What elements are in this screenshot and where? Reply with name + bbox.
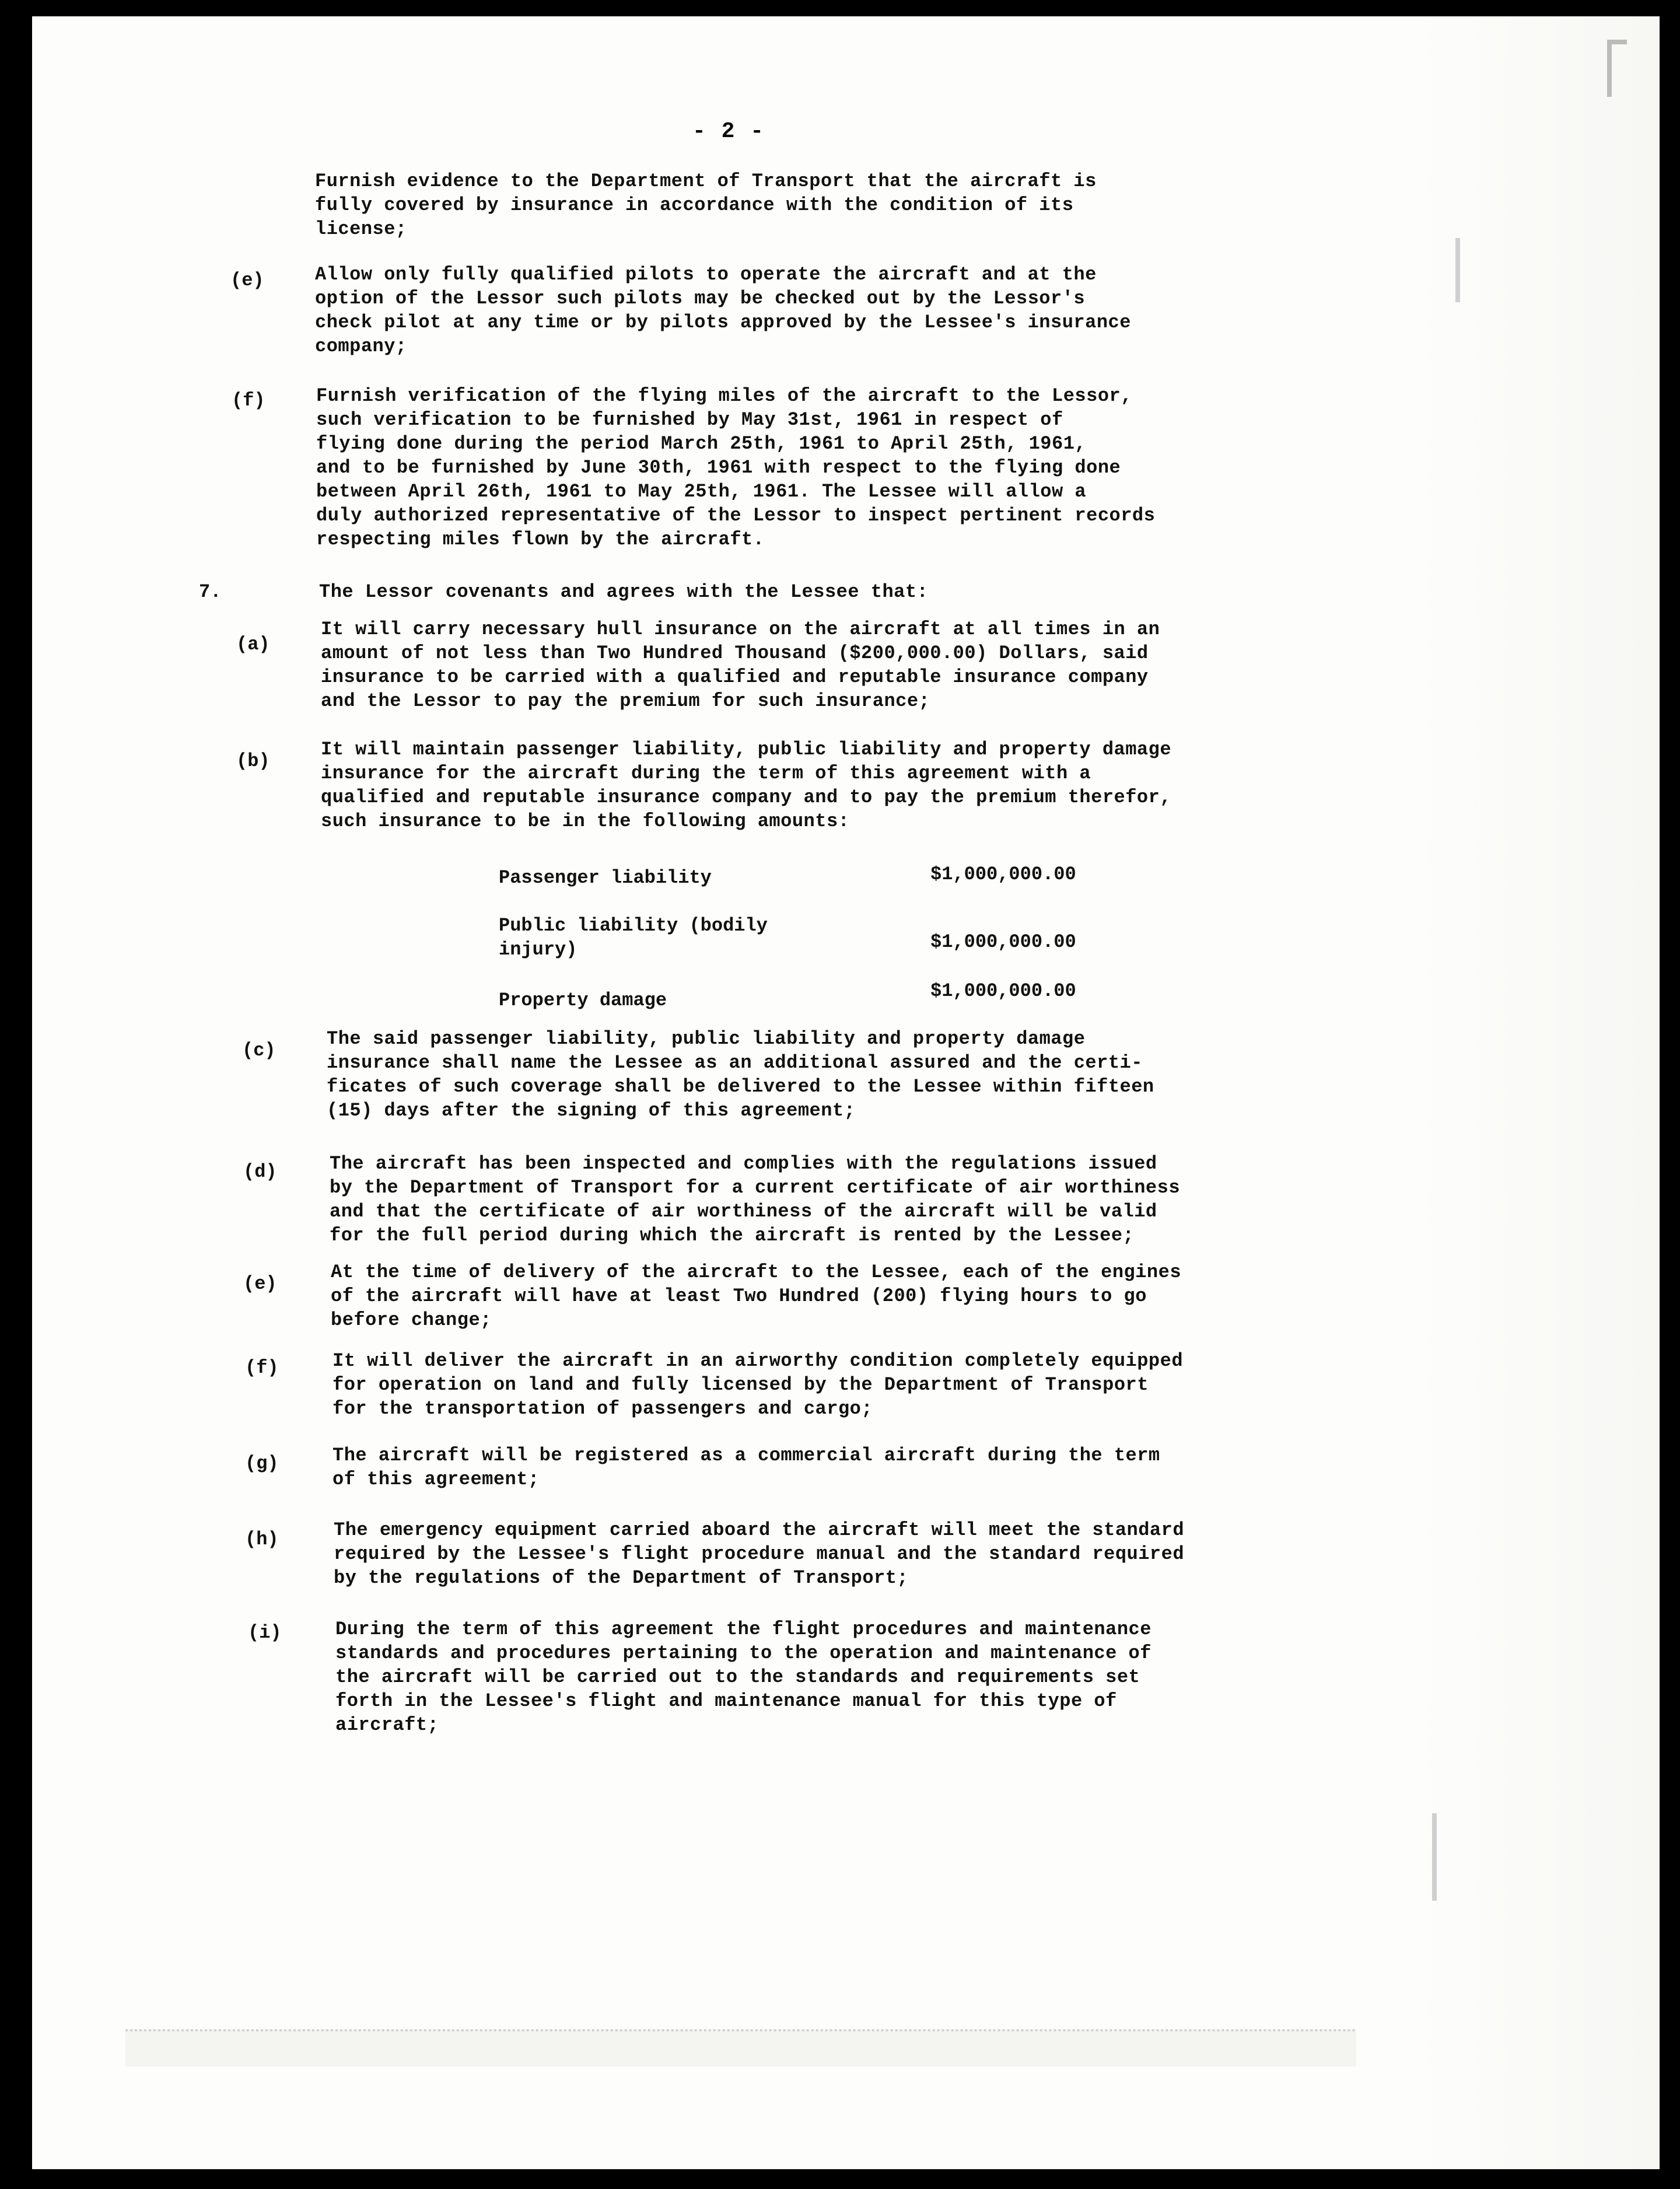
paragraph-liability-insurance: It will maintain passenger liability, public liability and property damage insurance for the aircraft during the term of this agreement with a qualified and reputable insurance company and to pay the premium therefor, such insurance to be in the following amounts: (321, 739, 1172, 832)
paragraph-certificates-coverage: The said passenger liability, public liability and property damage insurance shall name the Lessee as an additional assured and the certi- ficates of such coverage shall be delivered to the Lessee within fifteen (15) days after the signing of this agreement; (327, 1028, 1154, 1121)
margin-mark (1455, 238, 1460, 302)
paragraph-hull-insurance: It will carry necessary hull insurance on the aircraft at all times in an amount of not less than Two Hundred Thousand ($200,000.00) Dollars, said insurance to be carried with a qualified and reputable insurance company and the Lessor to pay the premium for such insurance; (321, 618, 1160, 712)
item-marker: (e) (243, 1273, 277, 1295)
paragraph-airworthy-delivery: It will deliver the aircraft in an airworthy condition completely equipped for operation on land and fully licensed by the Department of Transport for the transportation of passengers and cargo; (332, 1350, 1184, 1419)
item-marker: (g) (245, 1453, 279, 1474)
item-marker: (f) (232, 390, 265, 411)
item-marker: (i) (248, 1622, 282, 1644)
item-marker: (e) (230, 270, 264, 291)
item-marker: (b) (236, 750, 270, 772)
corner-bracket-mark (1607, 40, 1627, 97)
page-edge-shading (1415, 16, 1660, 2169)
section-7-heading: The Lessor covenants and agrees with the Lessee that: (319, 581, 929, 603)
paragraph-flight-procedures: During the term of this agreement the flight procedures and maintenance standards and procedures pertaining to the operation and maintenance of the aircraft will be carried out to the standards and requirements set forth in the Lessee's flight and maintenance manual for this type of aircraft; (335, 1618, 1152, 1736)
item-marker: (c) (242, 1040, 276, 1061)
paragraph-engine-hours: At the time of delivery of the aircraft to the Lessee, each of the engines of the aircraft will have at least Two Hundred (200) flying hours to go before change; (331, 1261, 1182, 1331)
item-marker: (d) (243, 1161, 277, 1183)
insurance-label: Passenger liability (499, 867, 712, 889)
insurance-label: Property damage (499, 989, 667, 1011)
section-number: 7. (199, 581, 222, 603)
document-page (32, 16, 1660, 2169)
insurance-amount: $1,000,000.00 (930, 863, 1076, 885)
paragraph-commercial-registration: The aircraft will be registered as a commercial aircraft during the term of this agreement; (332, 1445, 1160, 1490)
item-marker: (a) (236, 634, 270, 655)
paragraph-furnish-evidence: Furnish evidence to the Department of Transport that the aircraft is fully covered by insurance in accordance with the condition of its license; (315, 170, 1097, 240)
item-marker: (h) (245, 1529, 279, 1550)
paragraph-flying-miles: Furnish verification of the flying miles of the aircraft to the Lessor, such verification to be furnished by May 31st, 1961 in respect of flying done during the period March 25th, 1961 to April 25th, 1961, and to be furnished by June 30th, 1961 with respect to the flying done between April 26th, 1961 to May 25th, 1961. The Lessee will allow a duly authorized representative of the Lessor to inspect pertinent records respecting miles flown by the aircraft. (316, 385, 1156, 550)
page-bottom-edge (125, 2029, 1356, 2066)
insurance-label: Public liability (bodily injury) (499, 915, 768, 960)
item-marker: (f) (245, 1357, 279, 1379)
insurance-amount: $1,000,000.00 (930, 931, 1076, 953)
margin-mark (1432, 1813, 1437, 1901)
paragraph-air-worthiness: The aircraft has been inspected and complies with the regulations issued by the Department of Transport for a current certificate of air worthiness and that the certificate of air worthiness of the aircraft will be valid for the full period during which the aircraft is rented by the Lessee; (330, 1153, 1181, 1246)
insurance-amount: $1,000,000.00 (930, 980, 1076, 1002)
paragraph-qualified-pilots: Allow only fully qualified pilots to operate the aircraft and at the option of the Lessor such pilots may be checked out by the Lessor's check pilot at any time or by pilots approved by the Lessee's insurance company; (315, 264, 1131, 357)
paragraph-emergency-equipment: The emergency equipment carried aboard the aircraft will meet the standard required by the Lessee's flight procedure manual and the standard required by the regulations of the Department of Transport; (334, 1519, 1185, 1589)
page-number: - 2 - (692, 119, 765, 144)
